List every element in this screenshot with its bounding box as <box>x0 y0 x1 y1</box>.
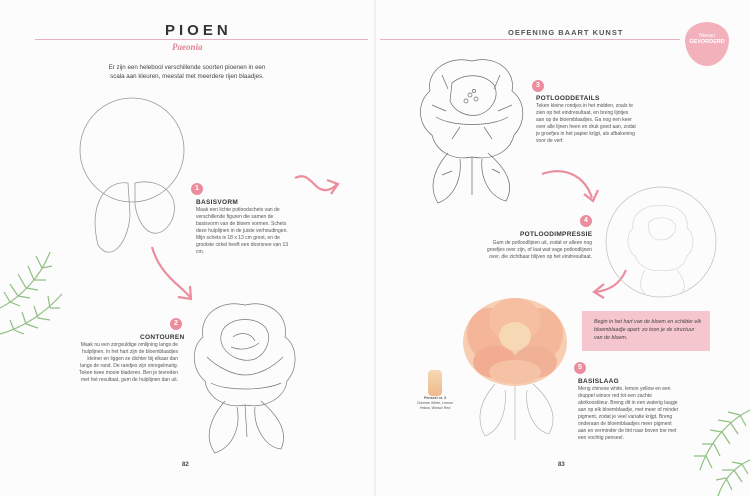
step-5-text: Meng chinese white, lemon yellow en een druppel winsor red tot een zachte abrikooskleur. Breng dit in een waterig laagje aan op elk bloemblaadje, met meer of minder pigment, zodat je veel variatie krijgt. Breng onderaan de bloemblaadjes meer pigment aan en verminder de tint naar boven toe met een vochtig penseel. <box>578 386 679 441</box>
page-subtitle: Paeonia <box>172 42 203 52</box>
arrow-step1-to-2 <box>150 245 200 305</box>
basic-shape-sketch <box>80 95 200 265</box>
page-number-right: 83 <box>558 462 565 468</box>
swatch-caption <box>412 396 458 411</box>
level-badge-label <box>689 33 725 45</box>
step-1-title: BASISVORM <box>196 199 239 206</box>
step-3-title: POTLOODDETAILS <box>536 95 600 102</box>
pencil-detail-sketch <box>412 55 532 205</box>
step-1-text: Maak een lichte potloodschets van de verschillende figuren die samen de basisvorm van de bloem vormen. Schets deze hulplijnen in de juiste verhoudingen. Mijn schets is 18 x 13 cm groot, en de grootste cirkel heeft een doorsnee van 13 cm. <box>196 207 289 255</box>
step-3-number: 3 <box>532 80 544 92</box>
step-4-number: 4 <box>580 215 592 227</box>
page-title: PIOEN <box>165 22 232 39</box>
running-head: OEFENING BAART KUNST <box>508 28 624 37</box>
header-rule-right <box>380 39 680 40</box>
leaf-left-decoration <box>0 248 70 338</box>
step-5-number: 5 <box>574 362 586 374</box>
paint-swatch <box>428 370 442 396</box>
step-5-title: BASISLAAG <box>578 378 619 385</box>
badge-line2: GEVORDERD <box>689 39 725 45</box>
step-4-text: Gum de potloodlijnen uit, zodat er alleen nog groefjes over zijn, of laat wat vage potloodlijnen over, die zichtbaar blijven op het eindresultaat. <box>486 240 592 260</box>
step-1-number: 1 <box>191 183 203 195</box>
intro-text: Er zijn een helebool verschillende soorten pioenen in een scala aan kleuren, meestal met meerdere rijen blaadjes. <box>108 64 266 80</box>
step-2-number: 2 <box>170 318 182 330</box>
page-number-left: 82 <box>182 462 189 468</box>
painted-peony <box>455 290 575 450</box>
contour-sketch <box>185 297 305 457</box>
step-2-text: Maak nu een zorgvuldige omlijning langs de hulplijnen. In het hart zijn de bloemblaadjes kleiner en liggen ze dichter bij elkaar dan langs de rand. De randjes zijn onregelmatig. Teken twee mooie bladeren. Ben je tevreden met het resultaat, gum de hulplijnen dan uit. <box>79 342 178 383</box>
arrow-page-left-to-right <box>293 172 343 202</box>
badge-line1: Niveau <box>699 33 715 39</box>
leaf-right-decoration <box>680 400 750 496</box>
pencil-impression-sketch <box>605 186 717 298</box>
header-rule-left <box>35 39 368 40</box>
arrow-step3-to-4 <box>540 168 600 208</box>
swatch-colors: Chinese White, Lemon Yellow, Winsor Red <box>416 401 454 410</box>
step-2-title: CONTOUREN <box>140 334 185 341</box>
step-4-title: POTLOODIMPRESSIE <box>520 231 593 238</box>
tip-callout-text: Begin in het hart van de bloem en schilder elk bloemblaadje apart: zo toon je de structuur van de bloem. <box>594 319 702 341</box>
swatch-brush: Penseel nr. 3 <box>424 396 446 400</box>
book-spine <box>374 0 376 496</box>
step-3-text: Teken kleine rondjes in het midden, zoals te zien op het eindresultaat, en breng lijntjes aan op de bloemblaadjes. Ga nog een keer over alle lijnen heen en druk goed aan, zodat je groefjes in het papier krijgt, als afbakening voor de verf. <box>536 103 636 144</box>
